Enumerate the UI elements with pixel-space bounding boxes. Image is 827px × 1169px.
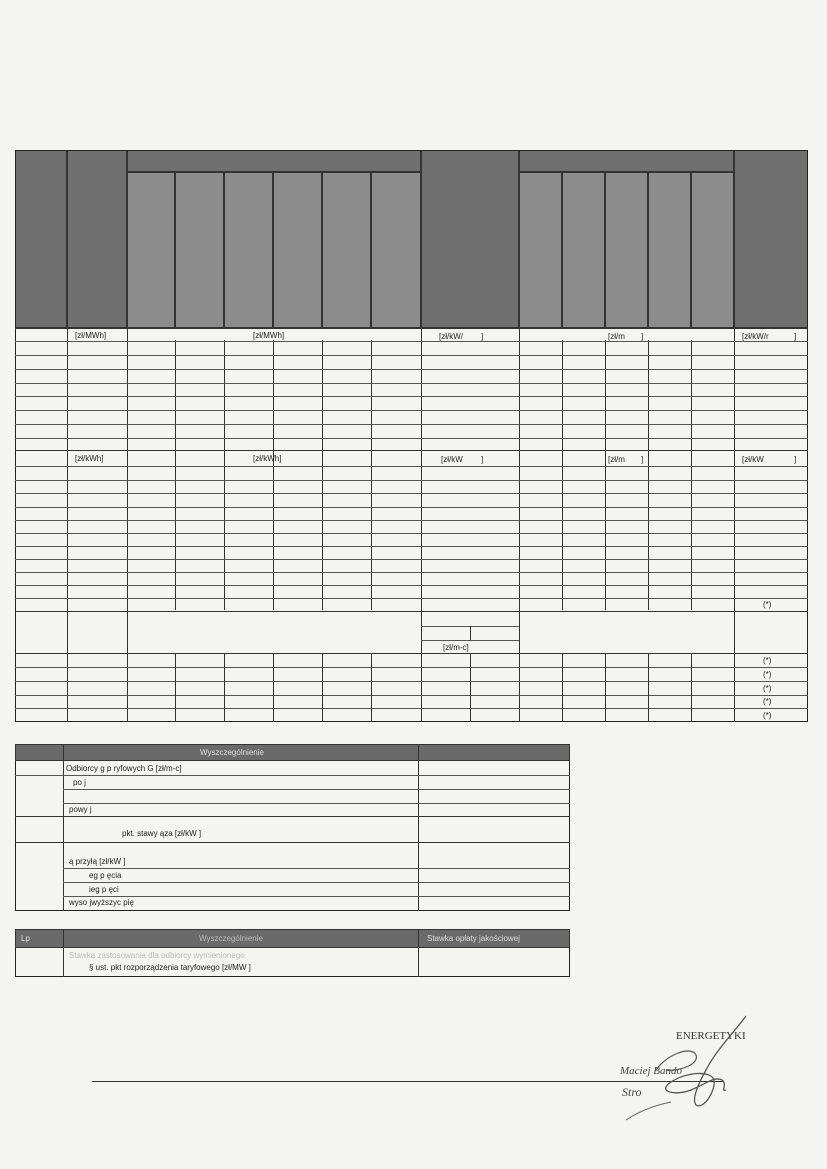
unit-s1-zone: [zł/MWh] <box>253 331 285 340</box>
footnote-s2: (*) <box>763 600 772 609</box>
unit-s2-zone: [zł/kWh] <box>253 454 282 463</box>
fees-header-label: Wyszczególnienie <box>200 748 264 757</box>
footnote-s3-5: (*) <box>763 711 772 720</box>
unit-s1-col1: [zł/MWh] <box>75 331 107 340</box>
fees-row-6: eg p ęcia <box>89 871 122 880</box>
unit-s2-last-close: ] <box>794 455 797 464</box>
quality-fee-table <box>15 929 570 977</box>
unit-s2-col1: [zł/kWh] <box>75 454 104 463</box>
signature-name: Maciej Bando <box>620 1065 683 1077</box>
footnote-s3-4: (*) <box>763 697 772 706</box>
main-tariff-table <box>15 150 808 722</box>
fees-row-1: Odbiorcy g p ryfowych G [zł/m-c] <box>66 764 182 773</box>
unit-s2-power-close: ] <box>481 455 484 464</box>
unit-s1-last-close: ] <box>794 332 797 341</box>
unit-s1-power: [zł/kW/ <box>439 332 463 341</box>
fees-row-7: ieg p ęci <box>89 885 119 894</box>
fees-row-2: po j <box>73 778 86 787</box>
unit-s1-last: [zł/kW/r <box>742 332 769 341</box>
unit-s3: [zł/m-c] <box>443 643 469 652</box>
fees-row-4: pkt. stawy ąza [zł/kW ] <box>122 829 202 838</box>
quality-row-text-2: § ust. pkt rozporządzenia taryfowego [zł/MW ] <box>89 963 251 972</box>
unit-s1-power-close: ] <box>481 332 484 341</box>
fees-table <box>15 744 570 911</box>
signature-org: ENERGETYKI <box>676 1030 746 1042</box>
footnote-s3-3: (*) <box>763 684 772 693</box>
fees-row-3: powy j <box>69 805 92 814</box>
fees-table-header <box>15 744 570 761</box>
unit-s2-monthly-close: ] <box>641 455 644 464</box>
fees-row-5: ą przyłą [zł/kW ] <box>69 857 126 866</box>
unit-s1-monthly: [zł/m <box>608 332 625 341</box>
quality-row-text-1: Stawka zastosowania dla odbiorcy wymienionego <box>69 951 245 960</box>
fees-row-8: wyso jwyższyc pię <box>69 898 134 907</box>
unit-s1-monthly-close: ] <box>641 332 644 341</box>
signature-role: Stro <box>622 1085 642 1099</box>
quality-col-desc: Wyszczególnienie <box>199 934 263 943</box>
footnote-s3-2: (*) <box>763 670 772 679</box>
footnote-s3-1: (*) <box>763 656 772 665</box>
unit-s2-monthly: [zł/m <box>608 455 625 464</box>
quality-col-rate: Stawka opłaty jakościowej <box>427 934 520 943</box>
unit-s2-power: [zł/kW <box>441 455 463 464</box>
quality-col-lp: Lp <box>21 934 30 943</box>
table-border <box>15 150 808 722</box>
handwritten-signature <box>596 1010 756 1130</box>
unit-s2-last: [zł/kW <box>742 455 764 464</box>
